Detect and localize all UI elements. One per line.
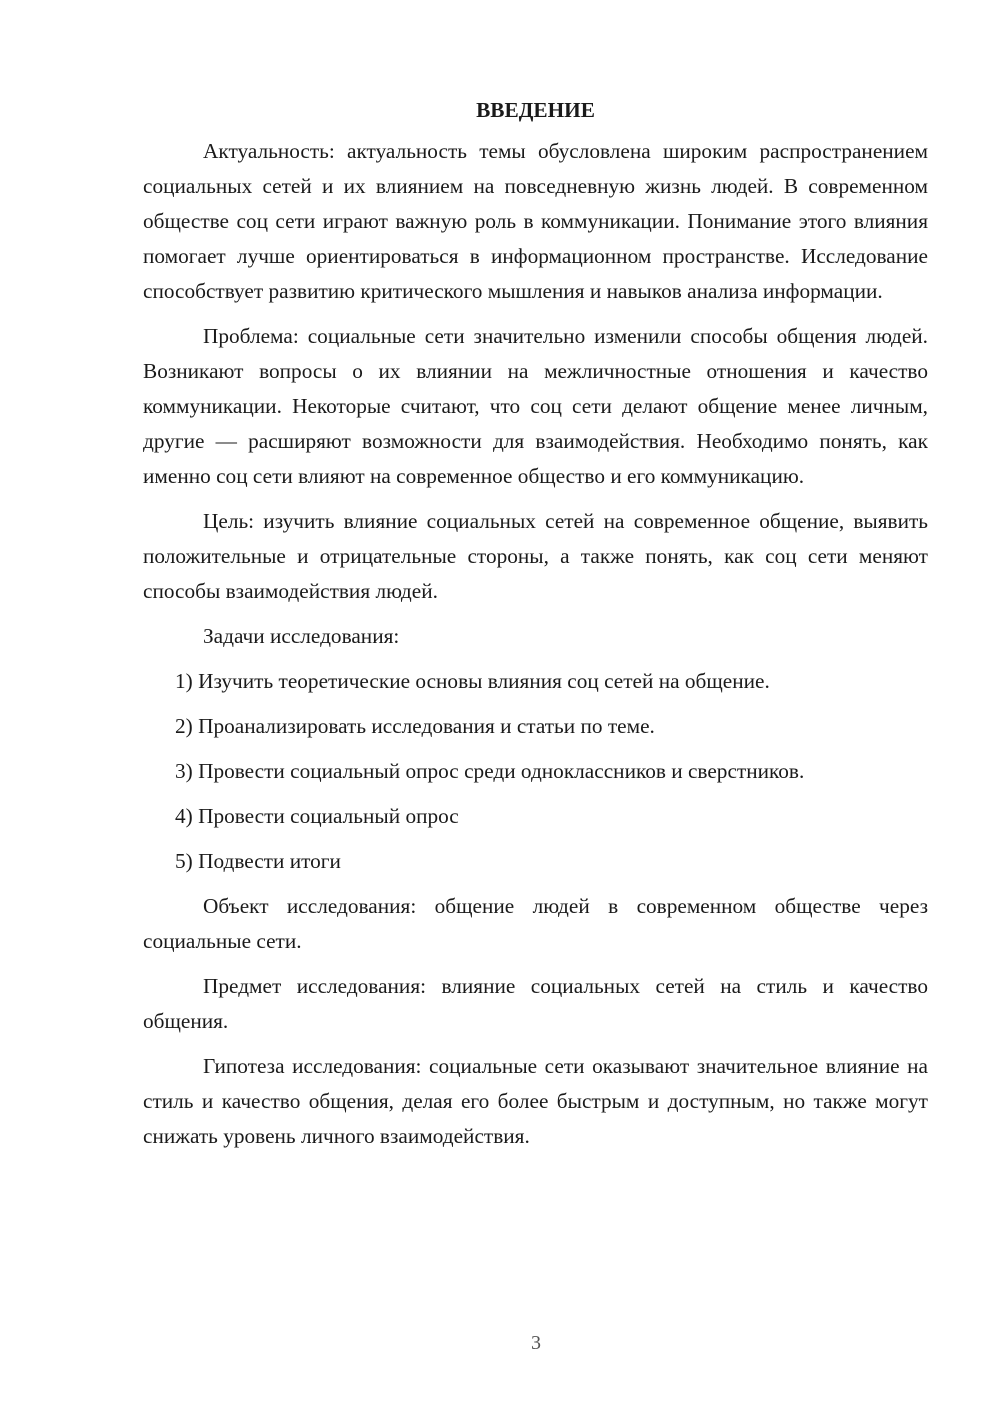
task-item: 3) Провести социальный опрос среди одноклассников и сверстников. <box>175 759 805 783</box>
relevance-paragraph: Актуальность: актуальность темы обусловлена широким распространением социальных сетей и их влиянием на повседневную жизнь людей. В современном обществе соц сети играют важную роль в коммуникации. Понимание этого влияния помогает лучше ориентироваться в информационном пространстве. Исследование способствует развитию критического мышления и навыков анализа информации. <box>143 139 928 303</box>
tasks-heading: Задачи исследования: <box>203 624 400 648</box>
task-item: 4) Провести социальный опрос <box>175 804 459 828</box>
task-item: 2) Проанализировать исследования и статьи по теме. <box>175 714 655 738</box>
page-title: ВВЕДЕНИЕ <box>476 98 595 122</box>
subject-paragraph: Предмет исследования: влияние социальных сетей на стиль и качество общения. <box>143 974 928 1033</box>
document-page <box>143 92 928 1164</box>
problem-paragraph: Проблема: социальные сети значительно изменили способы общения людей. Возникают вопросы о их влиянии на межличностные отношения и качество коммуникации. Некоторые считают, что соц сети делают общение менее личным, другие — расширяют возможности для взаимодействия. Необходимо понять, как именно соц сети влияют на современное общество и его коммуникацию. <box>143 324 928 488</box>
hypothesis-paragraph: Гипотеза исследования: социальные сети оказывают значительное влияние на стиль и качество общения, делая его более быстрым и доступным, но также могут снижать уровень личного взаимодействия. <box>143 1054 928 1148</box>
object-paragraph: Объект исследования: общение людей в современном обществе через социальные сети. <box>143 894 928 953</box>
task-item: 1) Изучить теоретические основы влияния соц сетей на общение. <box>175 669 770 693</box>
task-list <box>143 664 928 879</box>
goal-paragraph: Цель: изучить влияние социальных сетей на современное общение, выявить положительные и отрицательные стороны, а также понять, как соц сети меняют способы взаимодействия людей. <box>143 509 928 603</box>
page-number: 3 <box>531 1332 541 1354</box>
task-item: 5) Подвести итоги <box>175 849 341 873</box>
